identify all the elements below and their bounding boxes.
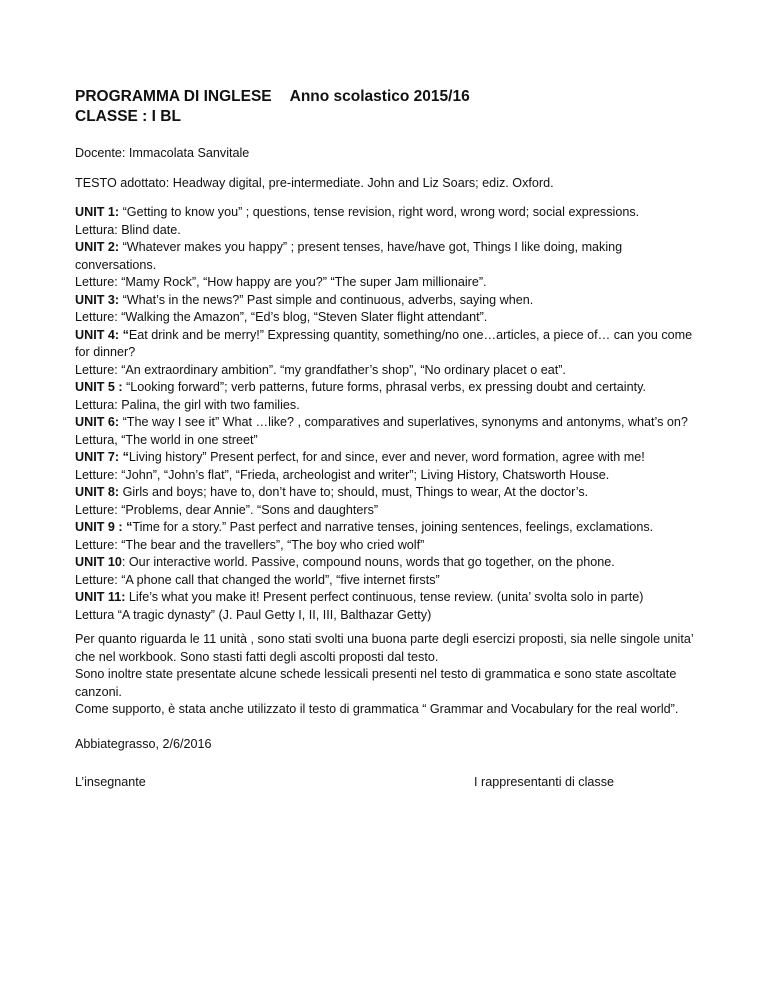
unit-reading: Letture: “An extraordinary ambition”. “my grandfather’s shop”, “No ordinary placet o eat”. <box>75 362 566 377</box>
unit-description: Eat drink and be merry!” Expressing quantity, something/no one…articles, a piece of… can you come for dinner? <box>75 327 693 359</box>
unit-reading: Lettura “A tragic dynasty” (J. Paul Getty I, II, III, Balthazar Getty) <box>75 607 432 622</box>
textbook-line: TESTO adottato: Headway digital, pre-intermediate. John and Liz Soars; ediz. Oxford. <box>75 176 554 190</box>
unit-heading: UNIT 7: “ <box>75 450 129 464</box>
unit-heading: UNIT 3: <box>75 292 120 307</box>
unit-entry <box>75 589 705 607</box>
unit-entry <box>75 519 705 537</box>
unit-entry <box>75 449 705 467</box>
notes-paragraph: Come supporto, è stata anche utilizzato il testo di grammatica “ Grammar and Vocabulary for the real world”. <box>75 702 679 716</box>
unit-description: “Getting to know you” ; questions, tense revision, right word, wrong word; social expressions. <box>119 205 640 219</box>
unit-heading: UNIT 9 : “ <box>75 520 133 534</box>
unit-description: Living history” Present perfect, for and since, ever and never, word formation, agree with me! <box>128 450 645 464</box>
unit-heading: UNIT 11: <box>75 590 126 604</box>
school-year: Anno scolastico 2015/16 <box>289 88 470 105</box>
title-line <box>75 87 470 107</box>
notes-paragraph: Per quanto riguarda le 11 unità , sono stati svolti una buona parte degli esercizi proposti, sia nelle singole unita’ che nel workbook. Sono stasti fatti degli ascolti proposti dal testo. <box>75 632 694 664</box>
notes-section <box>75 631 700 754</box>
unit-heading: UNIT 1: <box>75 205 120 219</box>
unit-entry <box>75 239 705 274</box>
unit-entry <box>75 292 705 310</box>
unit-heading: UNIT 2: <box>75 240 120 254</box>
unit-description: “What’s in the news?” Past simple and continuous, adverbs, saying when. <box>119 292 534 307</box>
unit-entry <box>75 327 705 362</box>
unit-description: “The way I see it” What …like? , comparatives and superlatives, synonyms and antonyms, what’s on? <box>119 415 688 429</box>
unit-reading: Letture: “Walking the Amazon”, “Ed’s blog, “Steven Slater flight attendant”. <box>75 310 488 324</box>
unit-reading: Lettura: Blind date. <box>75 222 181 237</box>
unit-heading: UNIT 10 <box>75 555 122 569</box>
unit-reading: Letture: “A phone call that changed the world”, “five internet firsts” <box>75 572 440 587</box>
unit-reading: Lettura: Palina, the girl with two families. <box>75 397 300 412</box>
unit-reading: Letture: “Problems, dear Annie”. “Sons and daughters” <box>75 502 379 517</box>
unit-entry <box>75 204 705 222</box>
place-date: Abbiategrasso, 2/6/2016 <box>75 737 212 751</box>
blank-line <box>75 719 700 737</box>
notes-paragraph: Sono inoltre state presentate alcune schede lessicali presenti nel testo di grammatica e sono state ascoltate canzoni. <box>75 667 677 699</box>
unit-reading: Letture: “The bear and the travellers”, “The boy who cried wolf” <box>75 537 425 552</box>
unit-entry <box>75 414 705 432</box>
unit-description: Life’s what you make it! Present perfect continuous, tense review. (unita’ svolta solo in parte) <box>125 590 644 604</box>
teacher-signature-label: L’insegnante <box>75 775 146 789</box>
unit-description: Girls and boys; have to, don’t have to; should, must, Things to wear, At the doctor’s. <box>119 485 589 499</box>
unit-reading: Lettura, “The world in one street” <box>75 432 258 447</box>
unit-description: Time for a story.” Past perfect and narrative tenses, joining sentences, feelings, exclamations. <box>132 520 654 534</box>
unit-description: “Whatever makes you happy” ; present tenses, have/have got, Things I like doing, making conversations. <box>75 240 623 272</box>
unit-reading: Letture: “Mamy Rock”, “How happy are you?” “The super Jam millionaire”. <box>75 275 487 289</box>
unit-description: “Looking forward”; verb patterns, future forms, phrasal verbs, ex pressing doubt and certainty. <box>122 380 646 394</box>
unit-entry <box>75 554 705 572</box>
teacher-line: Docente: Immacolata Sanvitale <box>75 146 250 160</box>
unit-reading: Letture: “John”, “John’s flat”, “Frieda, archeologist and writer”; Living History, Chatsworth House. <box>75 467 610 482</box>
document-header <box>75 87 470 127</box>
unit-heading: UNIT 6: <box>75 415 120 429</box>
unit-heading: UNIT 8: <box>75 485 120 499</box>
unit-entry <box>75 379 705 397</box>
units-list <box>75 204 705 624</box>
class-label: CLASSE : I BL <box>75 108 181 125</box>
unit-description: : Our interactive world. Passive, compound nouns, words that go together, on the phone. <box>121 555 615 569</box>
document-title: PROGRAMMA DI INGLESE <box>75 88 272 105</box>
unit-heading: UNIT 5 : <box>75 380 123 394</box>
unit-entry <box>75 484 705 502</box>
representatives-signature-label: I rappresentanti di classe <box>474 775 615 789</box>
unit-heading: UNIT 4: “ <box>75 327 129 342</box>
